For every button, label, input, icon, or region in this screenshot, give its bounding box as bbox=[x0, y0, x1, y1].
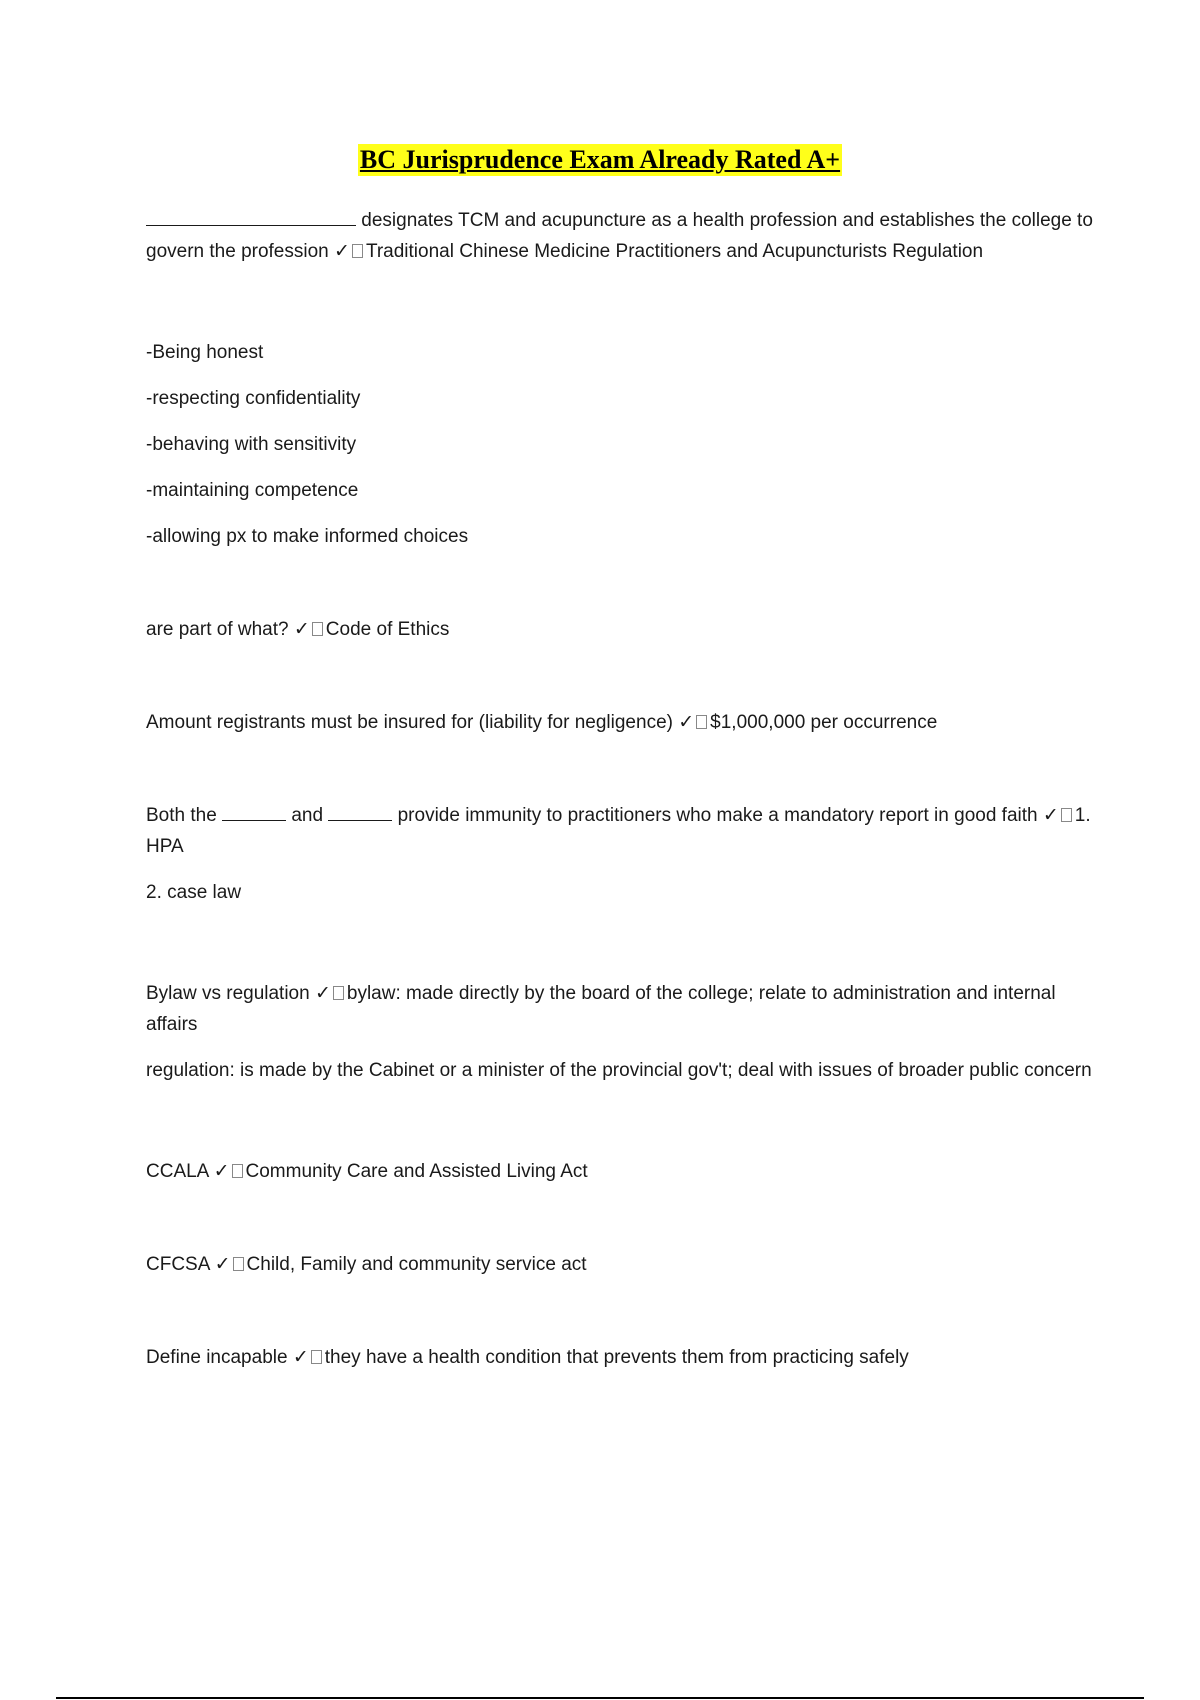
question-6-text: CCALA bbox=[146, 1161, 214, 1182]
question-2 bbox=[146, 337, 1096, 645]
question-6 bbox=[146, 1156, 1096, 1187]
checkbox-icon bbox=[233, 1257, 244, 1271]
question-2-line bbox=[146, 614, 1096, 645]
title-wrap bbox=[0, 144, 1200, 176]
question-4-text-c: provide immunity to practitioners who make a mandatory report in good faith bbox=[392, 805, 1043, 826]
question-1-text: designates TCM and acupuncture as a health profession and establishes the college to govern the profession bbox=[146, 210, 1093, 262]
check-icon: ✓ bbox=[334, 241, 350, 262]
list-item: -maintaining competence bbox=[146, 480, 359, 501]
document-title: BC Jurisprudence Exam Already Rated A+ bbox=[359, 145, 841, 174]
checkbox-icon bbox=[312, 622, 323, 636]
fill-blank bbox=[146, 207, 356, 226]
checkbox-icon bbox=[352, 244, 363, 258]
question-5-answer-2: regulation: is made by the Cabinet or a minister of the provincial gov't; deal with issues of broader public concern bbox=[146, 1060, 1092, 1081]
question-4 bbox=[146, 800, 1096, 908]
list-item: -respecting confidentiality bbox=[146, 388, 361, 409]
question-4-text-b: and bbox=[286, 805, 329, 826]
question-8-text: Define incapable bbox=[146, 1347, 293, 1368]
question-7 bbox=[146, 1249, 1096, 1280]
list-item: -allowing px to make informed choices bbox=[146, 526, 469, 547]
question-6-answer: Community Care and Assisted Living Act bbox=[245, 1161, 588, 1182]
check-icon: ✓ bbox=[214, 1254, 231, 1275]
question-2-text: are part of what? bbox=[146, 619, 294, 640]
question-8-answer: they have a health condition that prevents them from practicing safely bbox=[324, 1347, 909, 1368]
question-4-answer-2: 2. case law bbox=[146, 882, 242, 903]
question-4-answer-1: 1. HPA bbox=[146, 805, 1091, 857]
question-3 bbox=[146, 707, 1096, 738]
question-5-text: Bylaw vs regulation bbox=[146, 983, 315, 1004]
fill-blank bbox=[222, 802, 286, 821]
question-1 bbox=[146, 205, 1096, 267]
checkbox-icon bbox=[696, 715, 707, 729]
question-4-text-a: Both the bbox=[146, 805, 223, 826]
check-icon: ✓ bbox=[678, 712, 695, 733]
checkbox-icon bbox=[232, 1164, 243, 1178]
question-1-answer: Traditional Chinese Medicine Practitioners and Acupuncturists Regulation bbox=[365, 241, 984, 262]
check-icon: ✓ bbox=[314, 983, 331, 1004]
list-item: -behaving with sensitivity bbox=[146, 434, 357, 455]
question-5-line bbox=[146, 978, 1096, 1040]
check-icon: ✓ bbox=[213, 1161, 230, 1182]
question-2-answer: Code of Ethics bbox=[325, 619, 450, 640]
check-icon: ✓ bbox=[1042, 805, 1059, 826]
list-item: -Being honest bbox=[146, 342, 264, 363]
fill-blank bbox=[328, 802, 392, 821]
checkbox-icon bbox=[1061, 808, 1072, 822]
question-3-answer: $1,000,000 per occurrence bbox=[710, 712, 938, 733]
checkbox-icon bbox=[333, 986, 344, 1000]
question-4-line bbox=[146, 800, 1096, 862]
check-icon: ✓ bbox=[292, 1347, 309, 1368]
checkbox-icon bbox=[311, 1350, 322, 1364]
check-icon: ✓ bbox=[293, 619, 310, 640]
question-5-answer-1: bylaw: made directly by the board of the college; relate to administration and internal affairs bbox=[146, 983, 1056, 1035]
question-7-text: CFCSA bbox=[146, 1254, 215, 1275]
page-bottom-rule bbox=[56, 1697, 1144, 1699]
question-5 bbox=[146, 978, 1096, 1086]
question-3-text: Amount registrants must be insured for (liability for negligence) bbox=[146, 712, 679, 733]
document-content bbox=[146, 205, 1096, 1373]
question-7-answer: Child, Family and community service act bbox=[246, 1254, 587, 1275]
question-8 bbox=[146, 1342, 1096, 1373]
